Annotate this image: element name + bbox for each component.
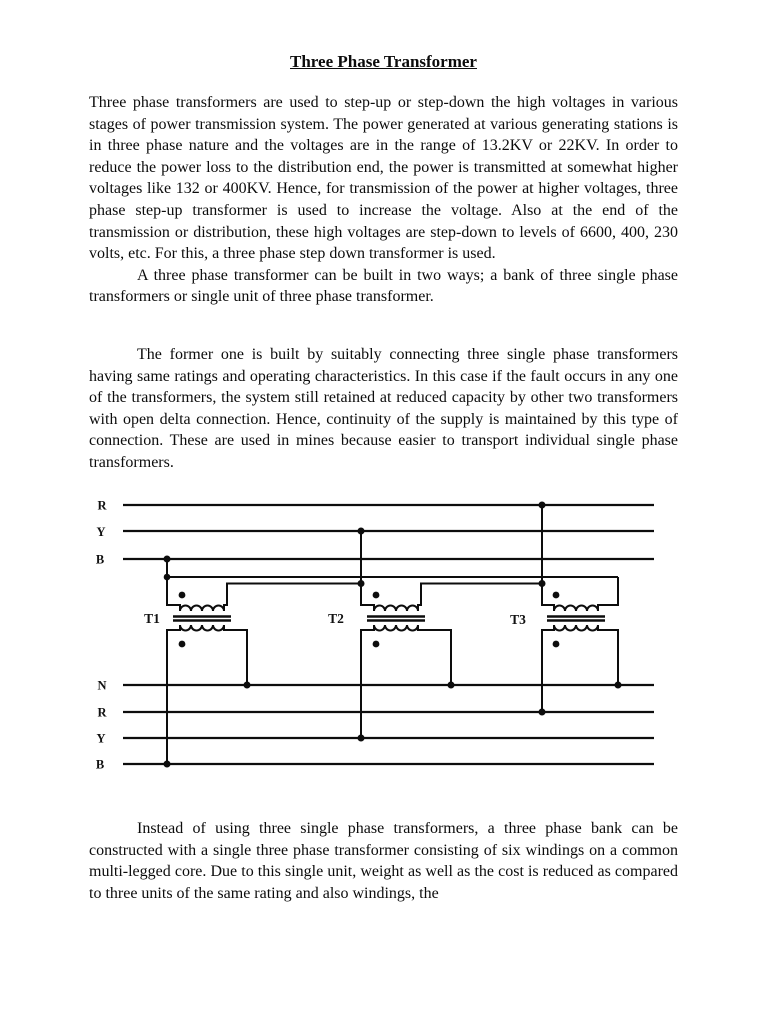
t1-primary-polarity-dot [179, 592, 186, 599]
page-title [89, 52, 678, 72]
transformer-label-t1: T1 [144, 611, 160, 626]
former-paragraph-block [89, 344, 678, 474]
top-bus-label-b: B [95, 552, 105, 567]
t3-secondary-polarity-dot [553, 641, 560, 648]
transformer-t1 [167, 559, 361, 764]
bottom-bus-label-n: N [97, 678, 107, 693]
bottom-bus-label-r: R [97, 705, 107, 720]
transformer-label-t3: T3 [510, 612, 526, 627]
diagram-labels [96, 499, 526, 772]
intro-paragraph-block [89, 92, 678, 308]
paragraph-overview: Three phase transformers are used to step-up or step-down the high voltages in various stages of power transmission system. The power generated at various generating stations is in three phase nature and the voltages are in the range of 13.2KV or 22KV. In order to reduce the power loss to the distribution end, the power is transmitted at somewhat higher voltages like 132 or 400KV. Hence, for transmission of the power at higher voltages, three phase step-up transformer is used to increase the voltage. Also at the end of the transmission or distribution, these high voltages are step-down to levels of 6600, 400, 230 volts, etc. For this, a three phase step down transformer is used. [89, 94, 678, 263]
bottom-bus-label-y: Y [96, 731, 106, 746]
t3-primary-polarity-dot [553, 592, 560, 599]
transformer-t3 [542, 505, 618, 712]
t2-primary-polarity-dot [373, 592, 380, 599]
paragraph-bank-of-three: The former one is built by suitably connecting three single phase transformers having same ratings and operating characteristics. In this case if the fault occurs in any one of the transformers, the system still retained at reduced capacity by other two transformers with open delta connection. Hence, continuity of the supply is maintained by this type of connection. These are used in mines because easier to transport individual single phase transformers. [89, 346, 678, 471]
bottom-bus-label-b: B [95, 757, 105, 772]
transformer-t2 [361, 531, 542, 738]
t2-secondary-polarity-dot [373, 641, 380, 648]
paragraph-single-unit: Instead of using three single phase transformers, a three phase bank can be constructed with a single three phase transformer consisting of six windings on a common multi-legged core. Due to this single unit, weight as well as the cost is reduced as compared to three units of the same rating and also windings, the [89, 820, 678, 902]
instead-paragraph-block [89, 818, 678, 904]
transformer-label-t2: T2 [328, 611, 344, 626]
top-bus-label-y: Y [96, 525, 106, 539]
top-bus-label-r: R [97, 498, 107, 513]
page-title-text: Three Phase Transformer [290, 52, 477, 71]
paragraph-two-ways: A three phase transformer can be built in two ways; a bank of three single phase transformers or single unit of three phase transformer. [89, 266, 678, 306]
bottom-bus-lines [123, 685, 654, 764]
junction-dots [164, 502, 622, 768]
transformer-bank-diagram [0, 488, 768, 788]
t1-secondary-polarity-dot [179, 641, 186, 648]
top-bus-lines [123, 505, 654, 577]
